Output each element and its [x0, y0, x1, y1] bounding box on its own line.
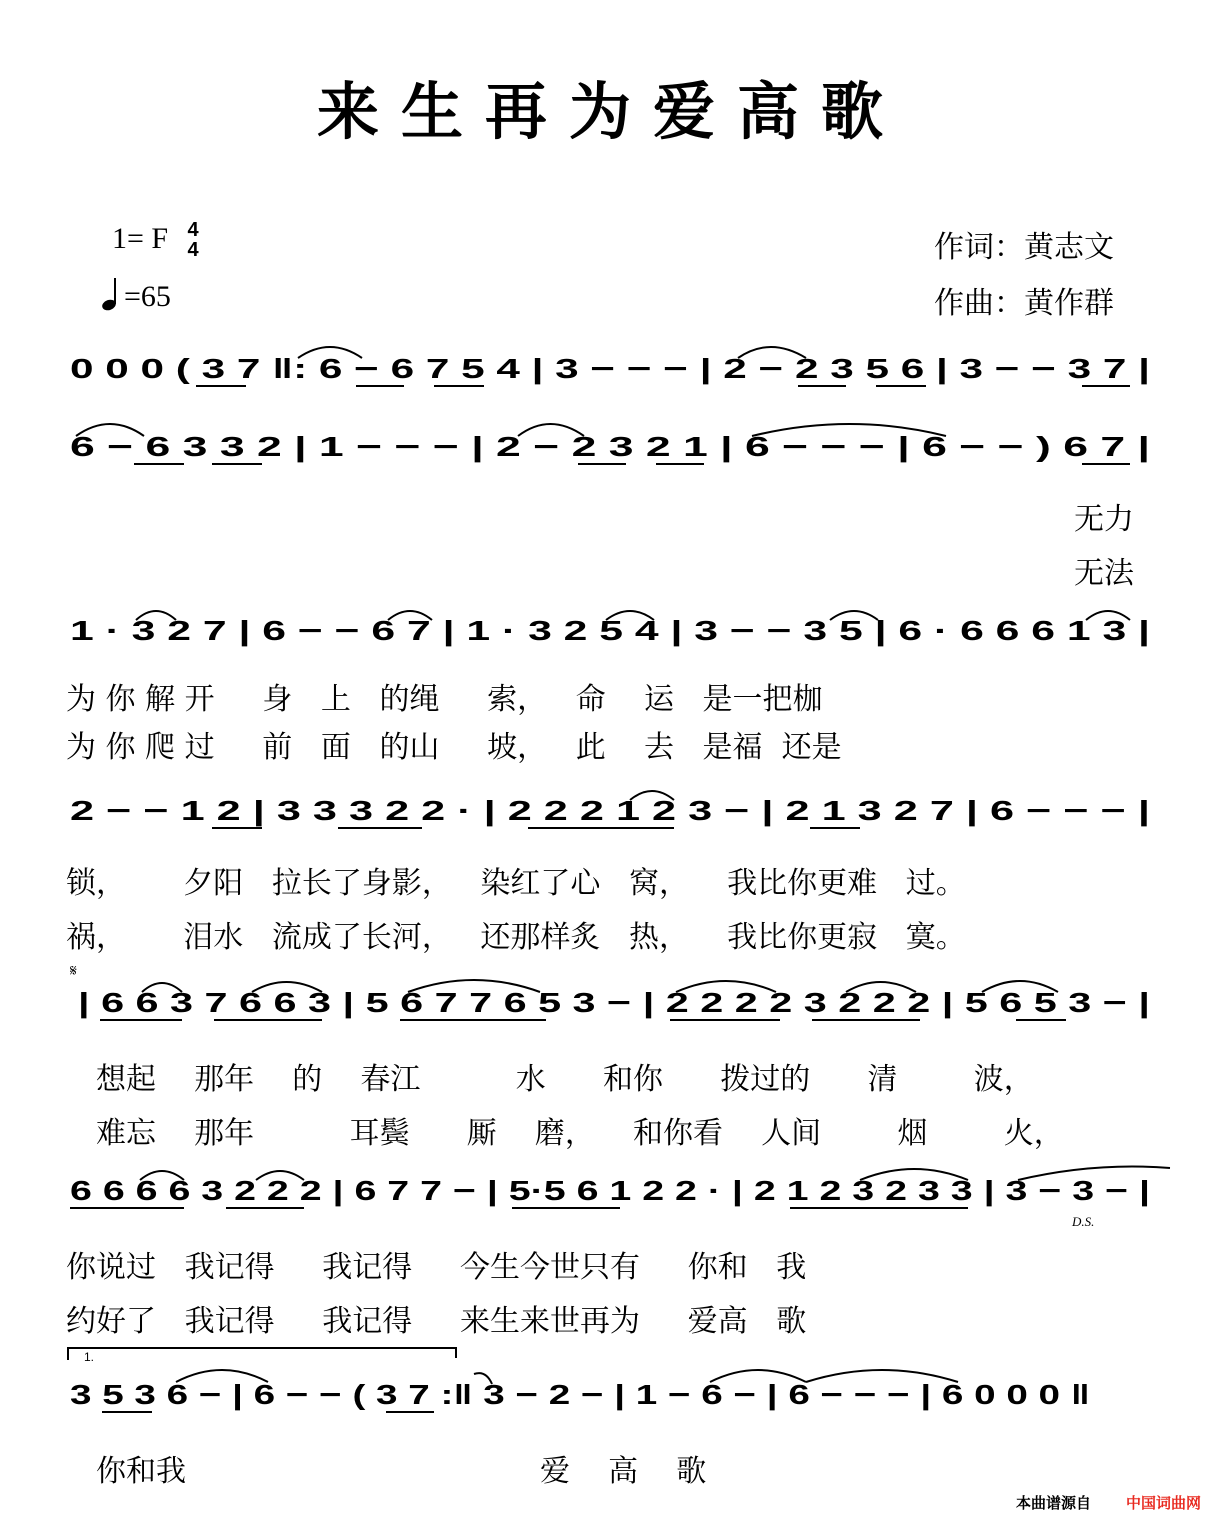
- ending-lyric-a: 你和我: [96, 1454, 186, 1489]
- notation-line-7: [0, 1344, 1222, 1424]
- ds-mark: D.S.: [1072, 1214, 1095, 1229]
- key-signature: 1= F: [112, 222, 169, 255]
- chorus-lyric-line-1a: 想起 那年 的 春江 水 和你 拨过的 清 波，: [96, 1062, 1034, 1097]
- quarter-note-icon: [102, 278, 124, 310]
- notation-text-2: 6 − 6 3 3 2 | 1 − − − | 2 − 2 3 2 1 | 6 − − − | 6 − − ) 6 7 |: [70, 431, 1150, 462]
- notation-text-4: 2 − − 1 2 | 3 3 3 2 2 · | 2 2 2 1 2 3 − | 2 1 3 2 7 | 6 − − − |: [70, 795, 1150, 826]
- lyricist-credit: 作词：黄志文: [934, 230, 1114, 265]
- tempo-marking: [102, 278, 171, 314]
- footer-site-link[interactable]: 中国词曲网: [1126, 1494, 1202, 1512]
- chorus-lyric-line-2b: 约好了 我记得 我记得 来生来世再为 爱高 歌: [66, 1304, 807, 1339]
- notation-text-3: 1 · 3 2 7 | 6 − − 6 7 | 1 · 3 2 5 4 | 3 − − 3 5 | 6 · 6 6 6 1 3 |: [70, 615, 1150, 646]
- notation-text-6: 6 6 6 6 3 2 2 2 | 6 7 7 − | 5·5 6 1 2 2 · | 2 1 2 3 2 3 3 | 3 − 3 − |: [70, 1175, 1150, 1206]
- verse2-lyric-line-1: 为 你 爬 过 前 面 的山 坡， 此 去 是福 还是: [66, 730, 842, 765]
- verse1-lyric-line-2: 锁， 夕阳 拉长了身影， 染红了心 窝， 我比你更难 过。: [66, 866, 966, 901]
- notation-text-7: 3 5 3 6 − | 6 − − ( 3 7 :‖ 3 − 2 − | 1 − 6 − | 6 − − − | 6 0 0 0 ‖: [70, 1379, 1090, 1410]
- volta-bracket: [68, 1348, 456, 1360]
- song-title: 来生再为爱高歌: [316, 75, 905, 148]
- ending-lyric-b: 爱 高 歌: [540, 1454, 707, 1489]
- chorus-lyric-line-2a: 你说过 我记得 我记得 今生今世只有 你和 我: [66, 1250, 807, 1285]
- verse1-lyric-line-1: 为 你 解 开 身 上 的绳 索， 命 运 是一把枷: [66, 682, 823, 717]
- notation-text-1: 0 0 0 ( 3 7 ‖: 6 − 6 7 5 4 | 3 − − − | 2 − 2 3 5 6 | 3 − − 3 7 |: [70, 353, 1150, 384]
- volta-number: 1.: [84, 1350, 95, 1364]
- composer-credit: 作曲：黄作群: [934, 286, 1114, 321]
- time-signature-top: 4: [187, 219, 199, 241]
- notation-line-2: [0, 408, 1222, 488]
- tempo-value: =65: [124, 280, 171, 313]
- notation-line-5: [0, 964, 1222, 1044]
- notation-line-3: [0, 592, 1222, 672]
- notation-line-4: [0, 772, 1222, 852]
- notation-line-1: [0, 330, 1222, 410]
- segno-mark: 𝄋: [70, 964, 77, 980]
- notation-text-5: | 6 6 3 7 6 6 3 | 5 6 7 7 6 5 3 − | 2 2 2 2 3 2 2 2 | 5 6 5 3 − |: [78, 987, 1150, 1018]
- notation-line-6: [0, 1152, 1222, 1232]
- time-signature: [182, 220, 204, 260]
- verse2-lyric-line-2: 祸， 泪水 流成了长河， 还那样炙 热， 我比你更寂 寞。: [66, 920, 966, 955]
- footer-source-label: 本曲谱源自: [1016, 1494, 1092, 1512]
- pickup-lyric-1: 无力: [1074, 502, 1134, 537]
- time-signature-bottom: 4: [187, 239, 199, 261]
- chorus-lyric-line-1b: 难忘 那年 耳鬓 厮 磨， 和你看 人间 烟 火，: [96, 1116, 1064, 1151]
- pickup-lyric-2: 无法: [1074, 556, 1134, 591]
